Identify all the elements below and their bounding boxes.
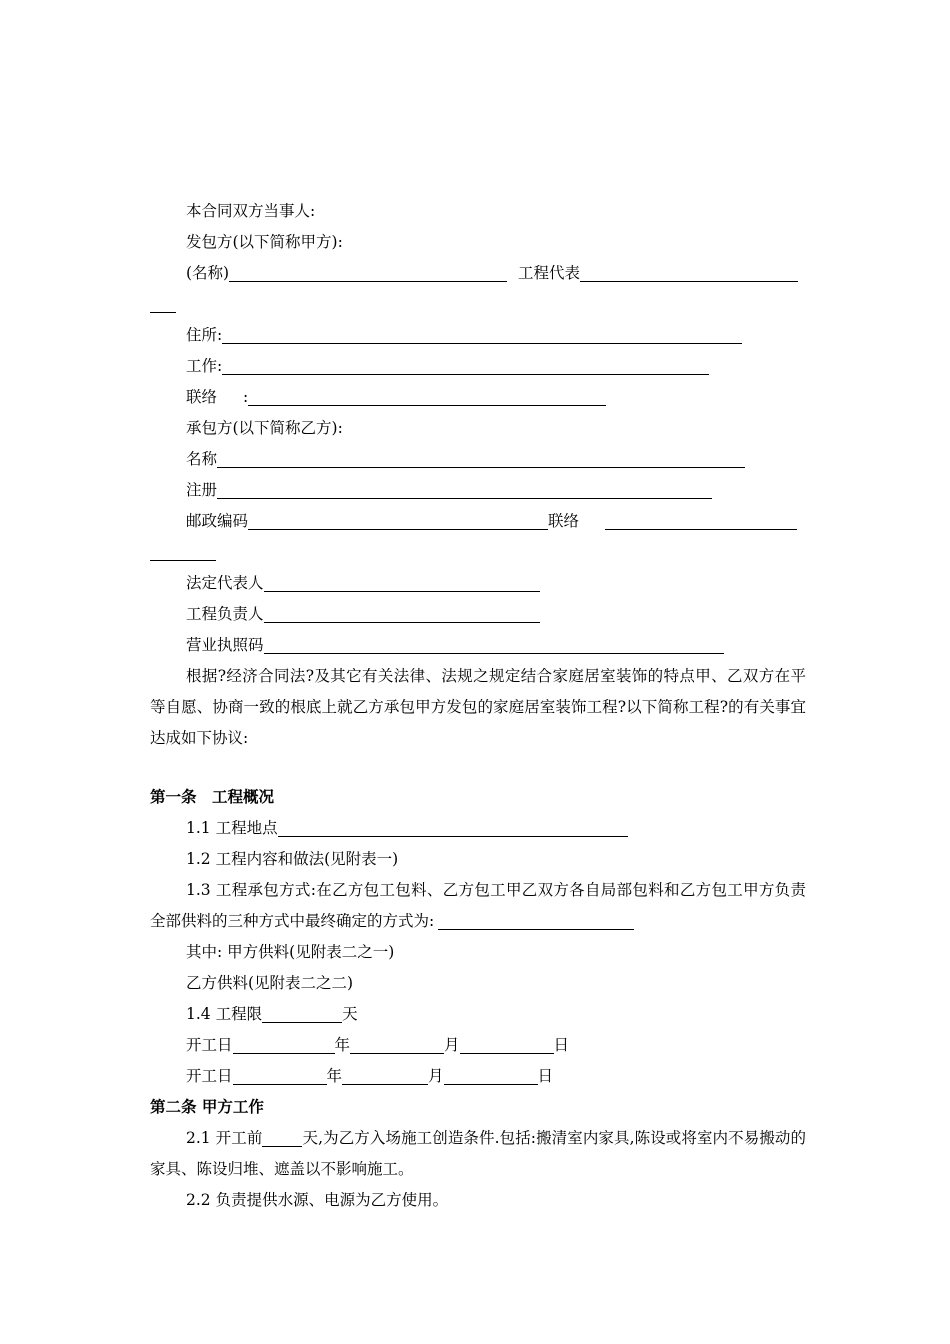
party-b-license-row xyxy=(186,630,724,661)
party-b-manager-row xyxy=(186,599,540,630)
party-a-name-label: (名称) xyxy=(186,264,230,282)
item-2-1-paragraph: 2.1 开工前 天,为乙方入场施工创造条件.包括:搬清室内家具,陈设或将室内不易搬动的家具、陈设归堆、遮盖以不影响施工。 xyxy=(150,1129,806,1178)
item-1-2: 1.2 工程内容和做法(见附表一) xyxy=(186,850,399,868)
party-a-name-row xyxy=(186,258,798,289)
party-b-contact-field[interactable] xyxy=(605,511,797,530)
party-a-title: 发包方(以下简称甲方): xyxy=(186,233,343,251)
supply-b: 乙方供料(见附表二之二) xyxy=(186,974,354,992)
party-a-rep-label: 工程代表 xyxy=(518,264,581,282)
party-b-contact-label: 联络 xyxy=(548,512,580,530)
contract-method-field[interactable] xyxy=(438,911,634,930)
party-b-name-row xyxy=(186,444,745,475)
start-day-field[interactable] xyxy=(460,1035,554,1054)
party-b-postcode-label: 邮政编码 xyxy=(186,512,249,530)
project-location-field[interactable] xyxy=(278,818,628,837)
preamble-paragraph: 根据?经济合同法?及其它有关法律、法规之规定结合家庭居室装饰的特点甲、乙双方在平等自愿、协商一致的根底上就乙方承包甲方发包的家庭居室装饰工程?以下简称工程?的有关事宜达成如下协议: xyxy=(150,667,806,747)
party-b-title: 承包方(以下简称乙方): xyxy=(186,419,343,437)
party-b-license-field[interactable] xyxy=(264,635,724,654)
party-b-reg-label: 注册 xyxy=(186,481,218,499)
supply-a: 其中: 甲方供料(见附表二之一) xyxy=(186,943,395,961)
party-b-name-field[interactable] xyxy=(217,449,745,468)
party-a-work-row xyxy=(186,351,709,382)
party-b-manager-label: 工程负责人 xyxy=(186,605,264,623)
item-1-1-row xyxy=(186,813,628,844)
start-month-field[interactable] xyxy=(350,1035,444,1054)
party-b-reg-row xyxy=(186,475,712,506)
end-day-field[interactable] xyxy=(444,1066,538,1085)
party-a-contact-field[interactable] xyxy=(248,387,606,406)
party-b-manager-field[interactable] xyxy=(264,604,540,623)
party-a-work-label: 工作: xyxy=(186,357,223,375)
start-date-label: 开工日 xyxy=(186,1036,233,1054)
party-b-name-label: 名称 xyxy=(186,450,218,468)
party-a-rep-field-continued xyxy=(150,289,176,320)
item-1-3-paragraph xyxy=(150,875,806,937)
party-a-address-label: 住所: xyxy=(186,326,223,344)
party-b-legal-rep-field[interactable] xyxy=(264,573,540,592)
party-b-legal-rep-label: 法定代表人 xyxy=(186,574,264,592)
item-1-4-label: 1.4 工程限 xyxy=(186,1005,263,1023)
article-1-title: 第一条 工程概况 xyxy=(150,788,275,806)
parties-intro: 本合同双方当事人: xyxy=(186,202,316,220)
party-a-address-field[interactable] xyxy=(222,325,742,344)
item-2-2: 2.2 负责提供水源、电源为乙方使用。 xyxy=(186,1191,449,1209)
party-a-rep-field[interactable] xyxy=(580,263,798,282)
item-1-4-row xyxy=(186,999,358,1030)
party-b-reg-field[interactable] xyxy=(217,480,712,499)
article-2-title: 第二条 甲方工作 xyxy=(150,1098,264,1116)
end-date-row: 开工日 年 月 日 xyxy=(186,1067,554,1085)
party-a-address-row xyxy=(186,320,742,351)
item-1-3-text: 1.3 工程承包方式:在乙方包工包料、乙方包工甲乙双方各自局部包料和乙方包工甲方负责全部供料的三种方式中最终确定的方式为: xyxy=(150,881,806,930)
end-date-label: 开工日 xyxy=(186,1067,233,1085)
party-a-work-field[interactable] xyxy=(222,356,709,375)
party-b-license-label: 营业执照码 xyxy=(186,636,264,654)
party-b-postcode-row xyxy=(186,506,797,537)
party-a-contact-row: 联络 : xyxy=(186,382,606,413)
item-1-1-label: 1.1 工程地点 xyxy=(186,819,278,837)
party-b-postcode-field[interactable] xyxy=(248,511,548,530)
prep-days-field[interactable] xyxy=(262,1128,302,1147)
party-a-contact-label: 联络 xyxy=(186,388,218,406)
party-a-name-field[interactable] xyxy=(229,263,507,282)
start-year-field[interactable] xyxy=(233,1035,335,1054)
start-date-row: 开工日 年 月 日 xyxy=(186,1036,570,1054)
duration-days-field[interactable] xyxy=(262,1004,342,1023)
party-b-legal-rep-row xyxy=(186,568,540,599)
end-month-field[interactable] xyxy=(342,1066,428,1085)
duration-unit: 天 xyxy=(342,1005,358,1023)
end-year-field[interactable] xyxy=(233,1066,327,1085)
party-b-contact-field-continued xyxy=(150,537,216,568)
